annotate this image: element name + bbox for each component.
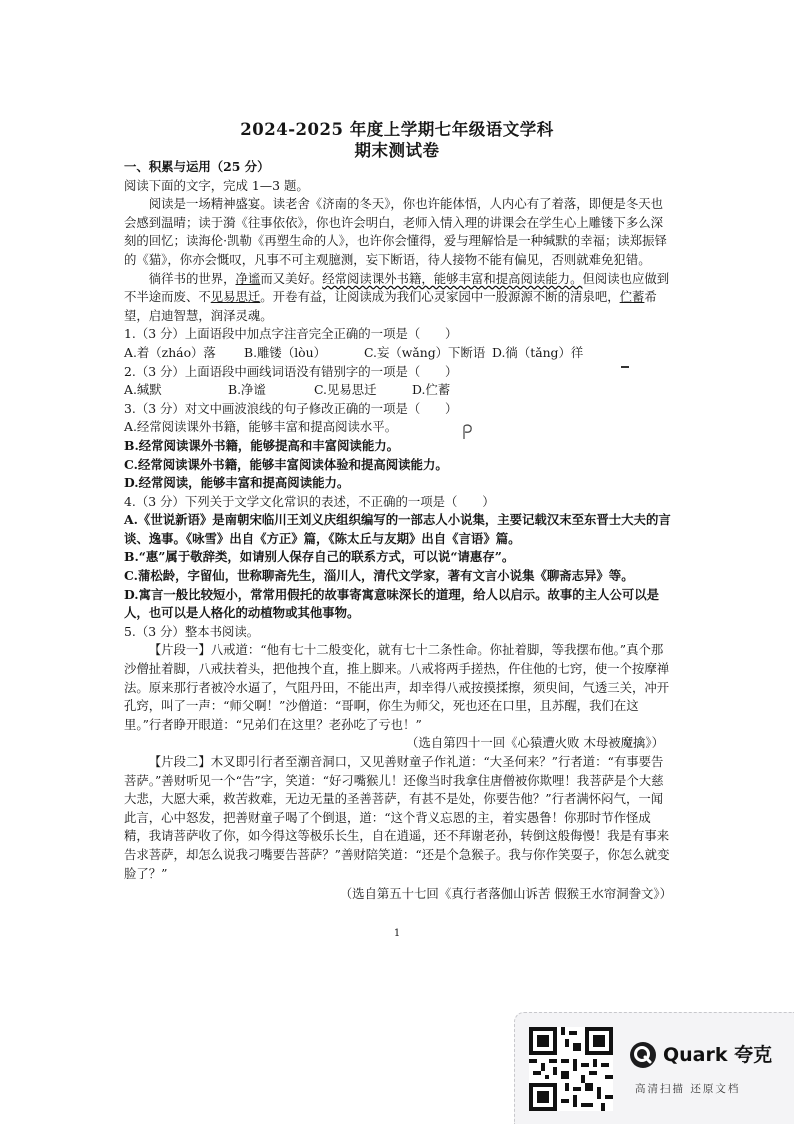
quark-logo-icon (629, 1041, 657, 1069)
passage-text: 而又美好。 (260, 270, 323, 286)
exam-title: 2024-2025 年度上学期七年级语文学科 (240, 120, 554, 139)
question-2-stem: 2.（3 分）上面语段中画线词语没有错别字的一项是（ ） (124, 363, 458, 379)
question-2-options (124, 381, 674, 400)
option-b: B.雕镂（lòu） (244, 344, 327, 360)
option-b: B.净谧 (228, 382, 266, 398)
option-a: A.缄默 (124, 382, 162, 398)
question-1-stem: 1.（3 分）上面语段中加点字注音完全正确的一项是（ ） (124, 326, 458, 342)
section-heading: 一、积累与运用（25 分） (124, 159, 270, 174)
excerpt-1-source: （选自第四十一回《心猿遭火败 木母被魔擒》） (406, 735, 664, 751)
page-number: 1 (393, 928, 401, 939)
option-b: B.“惠”属于敬辞类，如请别人保存自己的联系方式，可以说“请惠存”。 (124, 549, 515, 565)
excerpt-1: 【片段一】八戒道：“他有七十二般变化，就有七十二条性命。你扯着脚，等我摆布他。”真个那沙僧扯着脚，八戒扶着头，把他拽个直，推上脚来。八戒将两手搓热，仵住他的七窍，使一个按摩禅法。原来那行者被冷水逼了，气阻丹田，不能出声，却幸得八戒按摸揉擦，须臾间，气透三关，冲开孔窍，叫了一声：“师父啊！”沙僧道：“哥啊，你生为师父，死也还在口里，且苏醒，我们在这里。”行者睁开眼道：“兄弟们在这里？老孙吃了亏也！” (124, 642, 670, 732)
section-instruction: 阅读下面的文字，完成 1—3 题。 (124, 177, 309, 193)
exam-content (124, 158, 674, 904)
option-d: D.徜（tǎng）徉 (492, 344, 584, 360)
passage-text: 但阅读也应做到不半途而废、不 (124, 270, 670, 305)
option-c: C.见易思迁 (314, 382, 377, 398)
underlined-word: 见易思迁 (210, 289, 261, 305)
quark-scan-watermark (514, 1012, 794, 1124)
underlined-word: 净谧 (235, 270, 261, 286)
passage-text: 希望，启迪智慧，润泽灵魂。 (124, 289, 657, 323)
option-d: D.寓言一般比较短小，常常用假托的故事寄寓意味深长的道理，给人以启示。故事的主人公可以是人，也可以是人格化的动植物或其他事物。 (124, 586, 660, 621)
option-d: D.经常阅读，能够丰富和提高阅读能力。 (124, 475, 350, 491)
question-4-stem: 4.（3 分）下列关于文学文化常识的表述，不正确的一项是（ ） (124, 493, 495, 509)
passage-paragraph-2 (124, 270, 674, 326)
underlined-word: 伫蓄 (619, 289, 645, 305)
quark-tagline: 高清扫描 还原文档 (635, 1083, 741, 1095)
option-c: C.妄（wǎng）下断语 (364, 344, 486, 360)
excerpt-2: 【片段二】木叉即引行者至潮音洞口，又见善财童子作礼道：“大圣何来？”行者道：“有事要告菩萨。”善财听见一个“告”字，笑道：“好刁嘴猴儿！还像当时我拿住唐僧被你欺哩！我菩萨是个大慈大悲，大愿大乘，救苦救难，无边无量的圣善菩萨，有甚不是处，你要告他？”行者满怀闷气，一闻此言，心中怒发，把善财童子喝了个倒退，道：“这个背义忘恩的主，着实愚鲁！你那时节作怪成精，我请菩萨收了你，如今得这等极乐长生，自在逍遥，还不拜谢老孙，转倒这般侮慢！我是有事来告求菩萨，却怎么说我刁嘴要告菩萨？”善财陪笑道：“还是个急猴子。我与你作笑耍子，你怎么就变脸了？” (124, 754, 670, 881)
qr-code-icon (529, 1027, 613, 1111)
wavy-underlined-sentence: 经常阅读课外书籍，能够丰富和提高阅读能力。 (322, 270, 583, 286)
option-a: A.经常阅读课外书籍，能够丰富和提高阅读水平。 (124, 419, 398, 435)
passage-text: 徜徉书的世界， (148, 270, 236, 286)
exam-subtitle: 期末测试卷 (354, 141, 440, 160)
option-c: C.经常阅读课外书籍，能够丰富阅读体验和提高阅读能力。 (124, 456, 448, 472)
option-a: A.《世说新语》是南朝宋临川王刘义庆组织编写的一部志人小说集，主要记载汉末至东晋士大夫的言谈、逸事。《咏雪》出自《方正》篇，《陈太丘与友期》出自《言语》篇。 (124, 512, 671, 546)
excerpt-2-source: （选自第五十七回《真行者落伽山诉苦 假猴王水帘洞誊文》） (339, 886, 672, 902)
option-a: A.着（zháo）落 (124, 344, 216, 360)
question-1-options (124, 344, 674, 363)
option-d: D.伫蓄 (412, 382, 451, 398)
passage-text: 。开卷有益，让阅读成为我们心灵家园中一股源源不断的清泉吧， (260, 289, 620, 305)
option-c: C.蒲松龄，字留仙，世称聊斋先生，淄川人，清代文学家，著有文言小说集《聊斋志异》等。 (124, 568, 634, 584)
question-3-stem: 3.（3 分）对文中画波浪线的句子修改正确的一项是（ ） (124, 400, 458, 416)
quark-brand: Quark 夸克 (663, 1044, 773, 1066)
question-5-stem: 5.（3 分）整本书阅读。 (124, 623, 260, 639)
option-b: B.经常阅读课外书籍，能够提高和丰富阅读能力。 (124, 437, 399, 453)
passage-paragraph-1: 阅读是一场精神盛宴。读老舍《济南的冬天》，你也许能体悟，人内心有了着落，即便是冬天也会感到温晴；读于漪《往事依依》，你也许会明白，老师入情入理的讲课会在学生心上雕镂下多么深刻的回忆；读海伦·凯勒《再塑生命的人》，也许你会懂得，爱与理解恰是一种缄默的幸福；读郑振铎的《猫》，你亦会慨叹，凡事不可主观臆测，妄下断语，待人接物不能有偏见，否则就难免犯错。 (124, 196, 667, 267)
